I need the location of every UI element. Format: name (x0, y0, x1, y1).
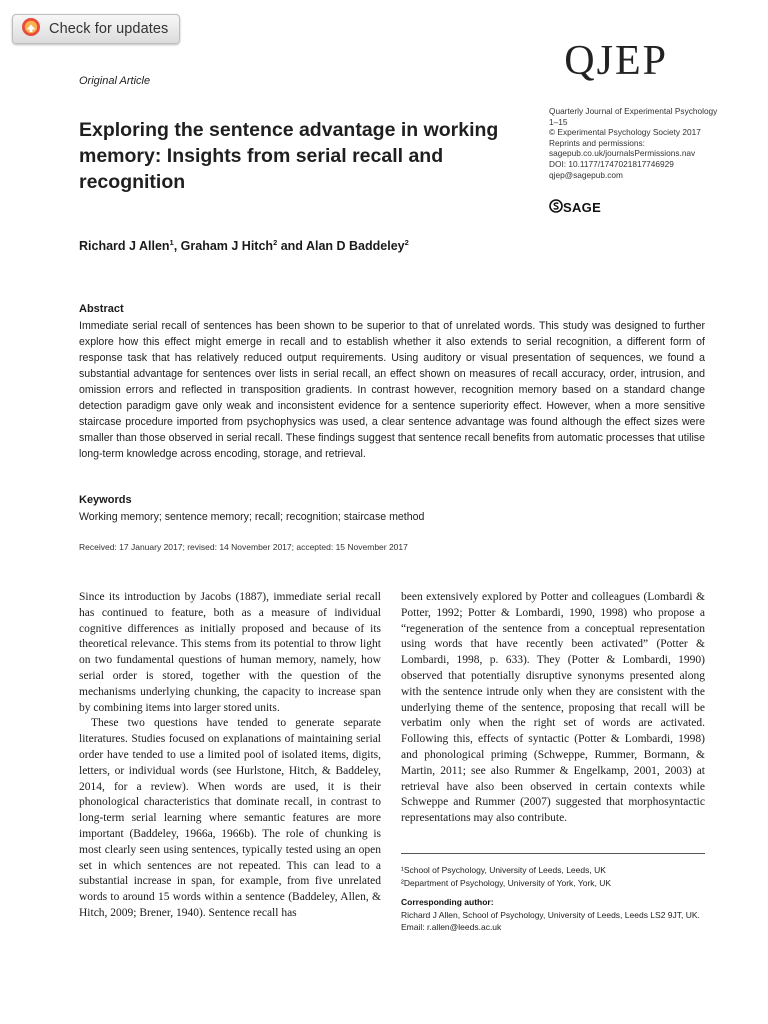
journal-info (549, 106, 739, 180)
journal-site[interactable]: qjep@sagepub.com (549, 169, 623, 180)
corresponding-author-email[interactable]: Email: r.allen@leeds.ac.uk (401, 922, 502, 932)
body-paragraph: been extensively explored by Potter and colleagues (Lombardi & Potter, 1992; Potter & Lombardi, 1990, 1998) who propose a “regeneration of the sentence from a conceptual representation using words that have recently been activated” (Potter & Lombardi, 1998, p. 633). They (Potter & Lombardi, 1990) observed that potentially disruptive synonyms presented along with the sentence intrude only when they are consistent with the underlying theme of the sentence, proposing that recall will be verbatim only when the right set of words are activated. Following this, effects of syntactic (Potter & Lombardi, 1998) and phonological priming (Schweppe, Rummer, Bormann, & Martin, 2011; see also Rummer & Engelkamp, 2001, 2003) at retrieval have also been observed in certain contexts while Schweppe and Rummer (2007) suggested that morphosyntactic representations may also contribute. (401, 591, 705, 825)
author-name[interactable]: Alan D Baddeley (305, 239, 405, 254)
journal-logo: QJEP (564, 38, 668, 84)
journal-copyright: © Experimental Psychology Society 2017 (549, 127, 701, 138)
journal-doi[interactable]: DOI: 10.1177/1747021817746929 (549, 158, 674, 169)
author-affiliation-mark: 2 (404, 238, 409, 247)
check-for-updates-button[interactable] (12, 14, 180, 44)
author-affiliation-mark: 2 (273, 238, 278, 247)
corresponding-author-heading: Corresponding author: (401, 897, 494, 907)
body-column-right (401, 590, 705, 827)
affiliation-1: ¹School of Psychology, University of Leeds, Leeds, UK (401, 865, 606, 875)
author-separator: and (277, 239, 306, 254)
check-for-updates-label: Check for updates (49, 21, 169, 37)
article-type: Original Article (79, 75, 151, 87)
corresponding-author-address: Richard J Allen, School of Psychology, University of Leeds, Leeds LS2 9JT, UK. (401, 910, 700, 920)
author-list (79, 238, 409, 253)
abstract-heading: Abstract (79, 303, 124, 315)
body-paragraph: Since its introduction by Jacobs (1887), immediate serial recall has continued to feature, both as a measure of individual cognitive differences as initially proposed and because of its theoretical relevance. This stems from its potential to throw light on two fundamental questions of human memory, namely, how serial order is stored, together with the question of the mechanisms underlying chunking, the capacity to increase span by combining items into larger stored units. (79, 591, 381, 714)
publisher-name: SAGE (563, 200, 602, 215)
author-name[interactable]: Graham J Hitch (180, 239, 274, 254)
keywords-text: Working memory; sentence memory; recall; recognition; staircase method (79, 511, 425, 523)
abstract-text: Immediate serial recall of sentences has been shown to be superior to that of unrelated words. This study was designed to further explore how this effect might emerge in recall and to establish whether it also extends to serial recognition, a different form of response task that has relatively reduced output requirements. Using auditory or visual presentation of sequences, we found a substantial advantage for sentences over lists in serial recall, an effect shown on measures of recall accuracy, order, intrusion, and omission errors and reflected in transposition gradients. In contrast however, recognition memory based on a standard change detection paradigm gave only weak and inconsistent evidence for a sentence superiority effect. However, when a more sensitive staircase procedure imported from psychophysics was used, a clear sentence advantage was found although the effect sizes were smaller than those observed in serial recall. These findings suggest that sentence recall benefits from automatic processes that utilise long-term knowledge across encoding, storage, and retrieval. (79, 320, 705, 460)
journal-pages: 1–15 (549, 116, 568, 127)
keywords-heading: Keywords (79, 494, 132, 506)
corresponding-author-details (401, 909, 711, 933)
article-title: Exploring the sentence advantage in working memory: Insights from serial recall and recognition (79, 119, 499, 193)
author-separator: , (173, 239, 181, 254)
sage-icon (549, 199, 563, 216)
received-dates: Received: 17 January 2017; revised: 14 November 2017; accepted: 15 November 2017 (79, 542, 408, 552)
footnote-divider (401, 853, 705, 854)
author-affiliation-mark: 1 (169, 238, 174, 247)
affiliations (401, 864, 721, 889)
body-column-left (79, 590, 381, 922)
journal-reprints-link[interactable]: sagepub.co.uk/journalsPermissions.nav (549, 148, 696, 159)
affiliation-2: ²Department of Psychology, University of York, York, UK (401, 877, 612, 888)
author-name[interactable]: Richard J Allen (79, 239, 170, 254)
journal-name: Quarterly Journal of Experimental Psychology (549, 106, 718, 116)
check-updates-icon (21, 17, 41, 42)
body-paragraph: These two questions have tended to generate separate literatures. Studies focused on explanations of maintaining serial order have tended to use a limited pool of isolated items, digits, letters, or individual words (see Hurlstone, Hitch, & Baddeley, 2014, for a review). When words are used, it is their phonological characteristics that dominate recall, in contrast to long-term serial learning where semantic features are more important (Baddeley, 1966a, 1966b). The role of chunking is most clearly seen using sentences, typically tested using an open set in which sentences are not repeated. This can lead to a substantial increase in span, for example, from five unrelated words to around 15 words within a sentence (Baddeley, Allen, & Hitch, 2009; Brener, 1940). Sentence recall has (79, 717, 381, 919)
publisher-logo (549, 199, 601, 216)
journal-reprints: Reprints and permissions: (549, 137, 645, 148)
